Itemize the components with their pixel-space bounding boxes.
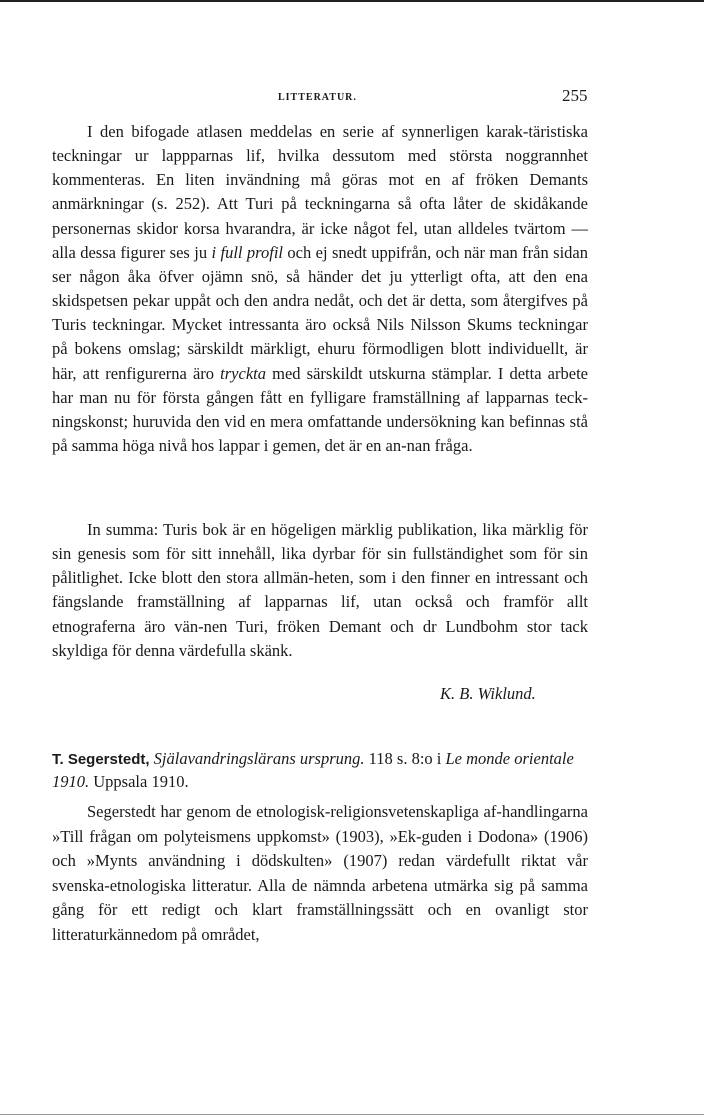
text-run: och ej snedt uppifrån, och när man från sidan ser någon åka öfver ojämn snö, så händer det ju ytterligt ofta, att den ena skidspetsen pekar uppåt och den andra nedåt, och det är detta, som återgifves på Turis teckningar. Mycket intressanta äro också Nils Nilsson Skums teckningar på bokens omslag; särskildt märkligt, ehuru förmodligen blott individuellt, är här, att renfigurerna äro [52,242,588,383]
book-pages: 118 s. 8:o i [364,749,446,768]
text-run: med särskildt utskurna stämplar. I detta arbete har man nu för första gången fått en fylligare framställning af lapparnas teck-ningskonst; huruvida den vid en mera omfattande undersökning kan befinnas stå på samma höga nivå hos lappar i gemen, det är en an-nan fråga. [52,363,588,456]
reviewer-signature: K. B. Wiklund. [440,684,536,703]
review-paragraph-1 [52,120,588,458]
emphasis-tryckta: tryckta [220,363,266,383]
text-run: I den bifogade atlasen meddelas en serie af synnerligen karak-täristiska teckningar ur lappparnas lif, hvilka dessutom med största noggrannhet kommenteras. En liten invändning må göras mot en af fröken Demants anmärkningar (s. 252). Att Turi på teckningarna så ofta låter de skidåkande personernas skidor korsa hvarandra, är icke något fel, utan alldeles tvärtom — alla dessa figurer ses ju [52,122,588,262]
bottom-border-line [0,1114,704,1115]
review-paragraph-2: In summa: Turis bok är en högeligen märklig publikation, lika märklig för sin genesis som för sitt innehåll, lika dyrbar för sin fullständighet som för sin pålitlighet. Icke blott den stora allmän-heten, som i den finner en intressant och fängslande framställning af lapparnas lif, utan också och framför allt etnograferna äro vän-nen Turi, fröken Demant och dr Lundbohm stor tack skyldiga för denna värdefulla skänk. [52,520,588,660]
emphasis-full-profil: i full profil [211,242,283,262]
publication-place: Uppsala 1910. [89,772,189,791]
book-title: Själavandringslärans ursprung. [153,749,365,768]
review-2-paragraph-1: Segerstedt har genom de etnologisk-religionsvetenskapliga af-handlingarna »Till frågan om polyteismens uppkomst» (1903), »Ek-guden i Dodona» (1906) och »Mynts användning i dödskulten» (1907) redan värdefullt riktat vår svenska-etnologiska litteratur. Alla de nämnda arbetena utmärka sig på samma gång för ett redigt och klart framställningssätt och en ovanligt stor litteraturkännedom på området, [52,802,588,944]
top-border-line [0,0,704,2]
running-head: LITTERATUR. [278,92,357,103]
page-number: 255 [562,86,588,105]
review-heading [52,748,592,793]
review-author: T. Segerstedt, [52,751,150,768]
series-name: Le monde orientale 1910. [52,749,574,791]
